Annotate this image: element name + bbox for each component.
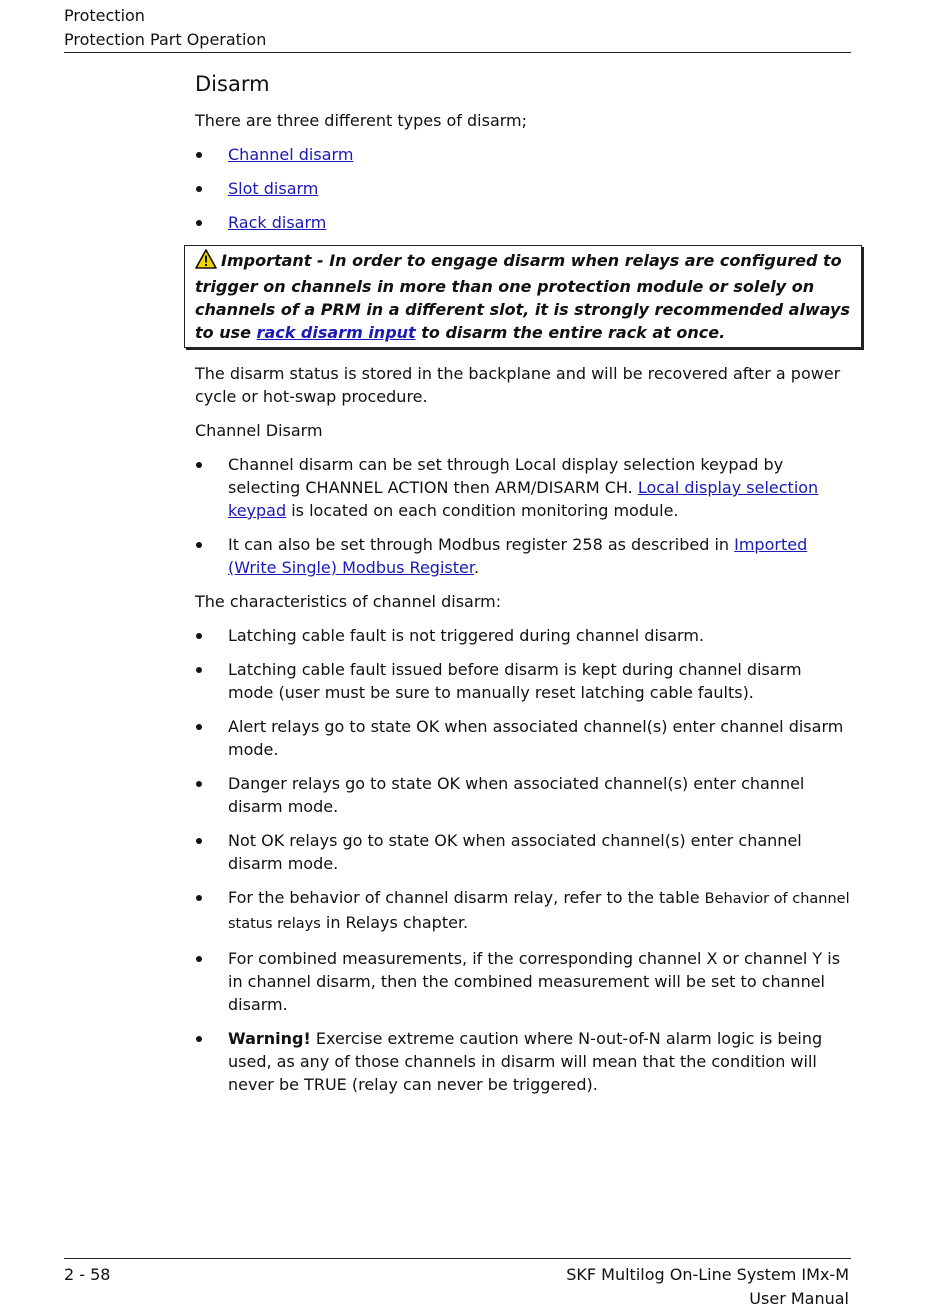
rack-disarm-input-link[interactable]: rack disarm input <box>256 323 416 342</box>
intro-paragraph: There are three different types of disarm; <box>195 111 528 130</box>
list-item: Alert relays go to state OK when associated channel(s) enter channel disarm mode. <box>195 715 851 761</box>
list-item: For combined measurements, if the corresponding channel X or channel Y is in channel disarm, then the combined measurement will be set to channel disarm. <box>195 947 851 1016</box>
document-type: User Manual <box>749 1289 849 1308</box>
characteristics-list <box>195 624 851 1096</box>
list-item <box>195 143 851 166</box>
list-item <box>195 533 851 579</box>
list-item <box>195 886 851 936</box>
list-item <box>195 177 851 200</box>
important-text-start: Important - In order to engage disarm when relays are configured to trigger on channels in more than one protection module or solely on channels of a PRM in a different slot, it is strongly recommended always to use <box>195 251 850 342</box>
local-display-keypad-link[interactable]: Local display selection keypad <box>228 478 819 520</box>
important-note-box <box>184 245 862 348</box>
header-chapter: Protection <box>64 6 145 25</box>
rack-disarm-link[interactable]: Rack disarm <box>228 213 327 232</box>
disarm-types-list <box>195 143 851 234</box>
modbus-register-link[interactable]: Imported (Write Single) Modbus Register <box>228 535 808 577</box>
list-item-text: in Relays chapter. <box>320 913 469 932</box>
warning-triangle-icon <box>195 249 217 275</box>
list-item <box>195 211 851 234</box>
list-item-text: . <box>473 558 480 577</box>
list-item: Not OK relays go to state OK when associated channel(s) enter channel disarm mode. <box>195 829 851 875</box>
list-item: Latching cable fault is not triggered during channel disarm. <box>195 624 851 647</box>
section-title: Disarm <box>195 72 270 96</box>
list-item-text: Channel disarm can be set through Local display selection keypad by selecting CHANNEL ACTION then ARM/DISARM CH. <box>228 455 784 497</box>
channel-disarm-methods-list <box>195 453 851 579</box>
footer-document-info <box>566 1263 849 1311</box>
warning-text: Exercise extreme caution where N-out-of-N alarm logic is being used, as any of those channels in disarm will mean that the condition will never be TRUE (relay can never be triggered). <box>228 1029 823 1094</box>
page-number: 2 - 58 <box>64 1265 111 1284</box>
list-item: Latching cable fault issued before disarm is kept during channel disarm mode (user must be sure to manually reset latching cable faults). <box>195 658 851 704</box>
channel-disarm-link[interactable]: Channel disarm <box>228 145 354 164</box>
list-item <box>195 453 851 522</box>
header-section: Protection Part Operation <box>64 30 267 49</box>
characteristics-intro: The characteristics of channel disarm: <box>195 592 502 611</box>
table-reference: Behavior of channel status relays <box>228 891 850 932</box>
list-item-text: is located on each condition monitoring module. <box>286 501 679 520</box>
page-content <box>195 70 851 1107</box>
status-paragraph: The disarm status is stored in the backplane and will be recovered after a power cycle or hot-swap procedure. <box>195 364 841 406</box>
subsection-title: Channel Disarm <box>195 421 323 440</box>
list-item: Danger relays go to state OK when associated channel(s) enter channel disarm mode. <box>195 772 851 818</box>
list-item-text: It can also be set through Modbus register 258 as described in <box>228 535 735 554</box>
warning-label: Warning! <box>228 1029 311 1048</box>
slot-disarm-link[interactable]: Slot disarm <box>228 179 319 198</box>
list-item <box>195 1027 851 1096</box>
page-header <box>64 4 851 53</box>
page-footer <box>64 1258 851 1308</box>
product-name: SKF Multilog On-Line System IMx-M <box>566 1265 849 1284</box>
important-text-end: to disarm the entire rack at once. <box>415 323 726 342</box>
list-item-text: For the behavior of channel disarm relay, refer to the table <box>228 888 705 907</box>
